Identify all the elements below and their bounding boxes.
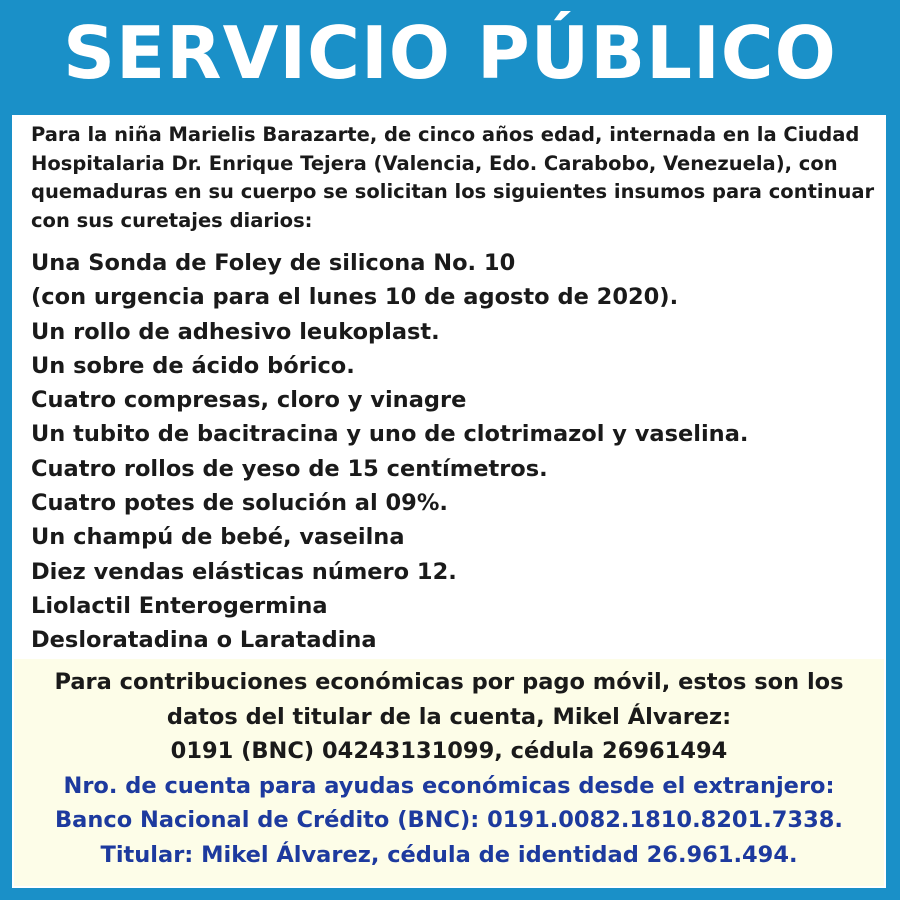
list-item: Un rollo de adhesivo leukoplast. <box>31 318 440 345</box>
donation-line-mobile-pay: Para contribuciones económicas por pago móvil, estos son los <box>54 669 844 695</box>
donation-line-bank-account: Banco Nacional de Crédito (BNC): 0191.0082.1810.8201.7338. <box>55 807 843 833</box>
supply-list <box>31 246 876 658</box>
list-item: Cuatro compresas, cloro y vinagre <box>31 387 467 414</box>
donation-box <box>14 659 884 886</box>
notice-panel <box>12 115 886 888</box>
list-item: Diez vendas elásticas número 12. <box>31 558 457 585</box>
list-item: Un sobre de ácido bórico. <box>31 352 355 379</box>
header-banner <box>0 0 900 110</box>
list-item: Un tubito de bacitracina y uno de clotrimazol y vaselina. <box>31 421 749 448</box>
donation-line-account-holder: datos del titular de la cuenta, Mikel Álvarez: <box>166 703 732 730</box>
page-title: SERVICIO PÚBLICO <box>63 11 837 95</box>
list-item: Un champú de bebé, vaseilna <box>31 524 405 551</box>
donation-line-phone-id: 0191 (BNC) 04243131099, cédula 26961494 <box>170 738 728 764</box>
donation-line-holder-id: Titular: Mikel Álvarez, cédula de identidad 26.961.494. <box>100 841 798 868</box>
list-item: Desloratadina o Laratadina <box>31 627 377 654</box>
list-item: Liolactil Enterogermina <box>31 592 328 619</box>
list-item: Cuatro rollos de yeso de 15 centímetros. <box>31 455 548 482</box>
donation-line-abroad: Nro. de cuenta para ayudas económicas desde el extranjero: <box>63 772 835 799</box>
list-item: Una Sonda de Foley de silicona No. 10 <box>31 250 516 276</box>
intro-paragraph: Para la niña Marielis Barazarte, de cinco años edad, internada en la Ciudad Hospitalaria Dr. Enrique Tejera (Valencia, Edo. Carabobo, Venezuela), con quemaduras en su cuerpo se solicitan los siguientes insumos para continuar con sus curetajes diarios: <box>31 123 875 232</box>
list-item: Cuatro potes de solución al 09%. <box>31 490 448 517</box>
list-item: (con urgencia para el lunes 10 de agosto de 2020). <box>31 284 679 311</box>
